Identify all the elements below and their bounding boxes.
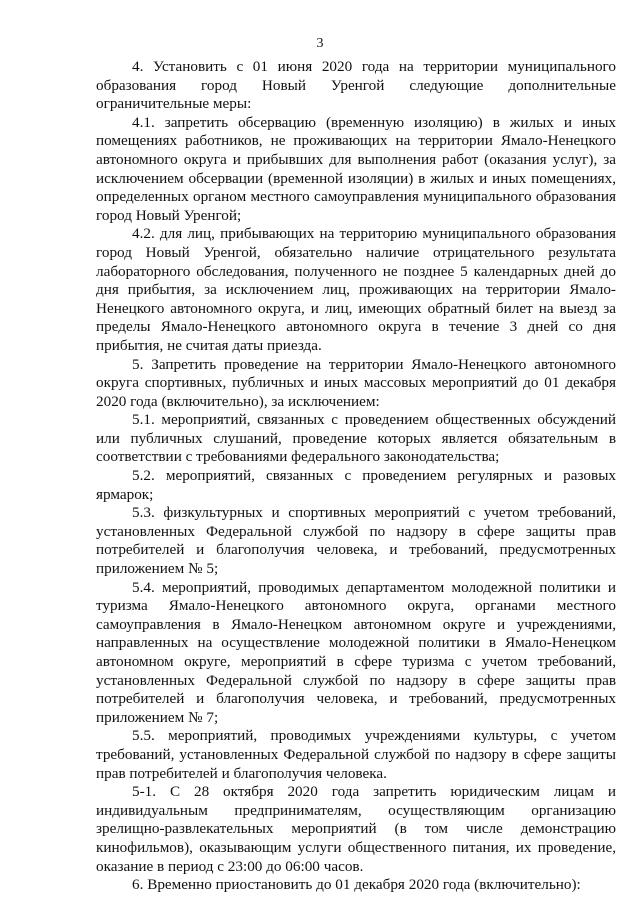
paragraph-5-5: 5.5. мероприятий, проводимых учреждениями культуры, с учетом требований, установленных Федеральной службой по надзору в сфере защиты прав потребителей и благополучия человека. <box>96 727 616 782</box>
paragraph-5-4: 5.4. мероприятий, проводимых департаментом молодежной политики и туризма Ямало-Ненецкого автономного округа, органами местного самоуправления в Ямало-Ненецком автономном округе и учреждениями, направленных на осуществление молодежной политики в Ямало-Ненецком автономном округе, мероприятий в сфере туризма с учетом требований, установленных Федеральной службой по надзору в сфере защиты прав потребителей и благополучия человека, и требований, предусмотренных приложением № 7; <box>96 578 616 726</box>
paragraph-4-2: 4.2. для лиц, прибывающих на территорию муниципального образования город Новый Уренгой, обязательно наличие отрицательного результата лабораторного обследования, полученного не позднее 5 календарных дней до дня прибытия, за исключением лиц, проживающих на территории Ямало-Ненецкого автономного округа, и лиц, имеющих обратный билет на выезд за пределы Ямало-Ненецкого автономного округа в течение 3 дней со дня прибытия, не считая даты приезда. <box>96 225 616 354</box>
paragraph-6: 6. Временно приостановить до 01 декабря 2020 года (включительно): <box>132 876 581 894</box>
document-body <box>96 58 616 895</box>
paragraph-5-1: 5.1. мероприятий, связанных с проведением общественных обсуждений или публичных слушаний, проведение которых является обязательным в соответствии с требованиями федерального законодательства; <box>96 411 616 466</box>
paragraph-5-1-amendment: 5-1. С 28 октября 2020 года запретить юридическим лицам и индивидуальным предпринимателям, осуществляющим организацию зрелищно-развлекательных мероприятий (в том числе демонстрацию кинофильмов), оказывающим услуги общественного питания, их проведение, оказание в период с 23:00 до 06:00 часов. <box>96 783 616 875</box>
paragraph-5: 5. Запретить проведение на территории Ямало-Ненецкого автономного округа спортивных, публичных и иных массовых мероприятий до 01 декабря 2020 года (включительно), за исключением: <box>96 355 616 410</box>
page-number: 3 <box>316 36 324 51</box>
paragraph-5-3: 5.3. физкультурных и спортивных мероприятий с учетом требований, установленных Федеральной службой по надзору в сфере защиты прав потребителей и благополучия человека, и требований, предусмотренных приложением № 5; <box>96 504 616 578</box>
paragraph-4: 4. Установить с 01 июня 2020 года на территории муниципального образования город Новый Уренгой следующие дополнительные ограничительные меры: <box>96 58 616 113</box>
paragraph-4-1: 4.1. запретить обсервацию (временную изоляцию) в жилых и иных помещениях работников, не проживающих на территории Ямало-Ненецкого автономного округа и прибывших для выполнения работ (оказания услуг), за исключением обсервации (временной изоляции) в жилых и иных помещениях, определенных органом местного самоуправления муниципального образования город Новый Уренгой; <box>96 113 616 224</box>
paragraph-5-2: 5.2. мероприятий, связанных с проведением регулярных и разовых ярмарок; <box>96 467 616 503</box>
